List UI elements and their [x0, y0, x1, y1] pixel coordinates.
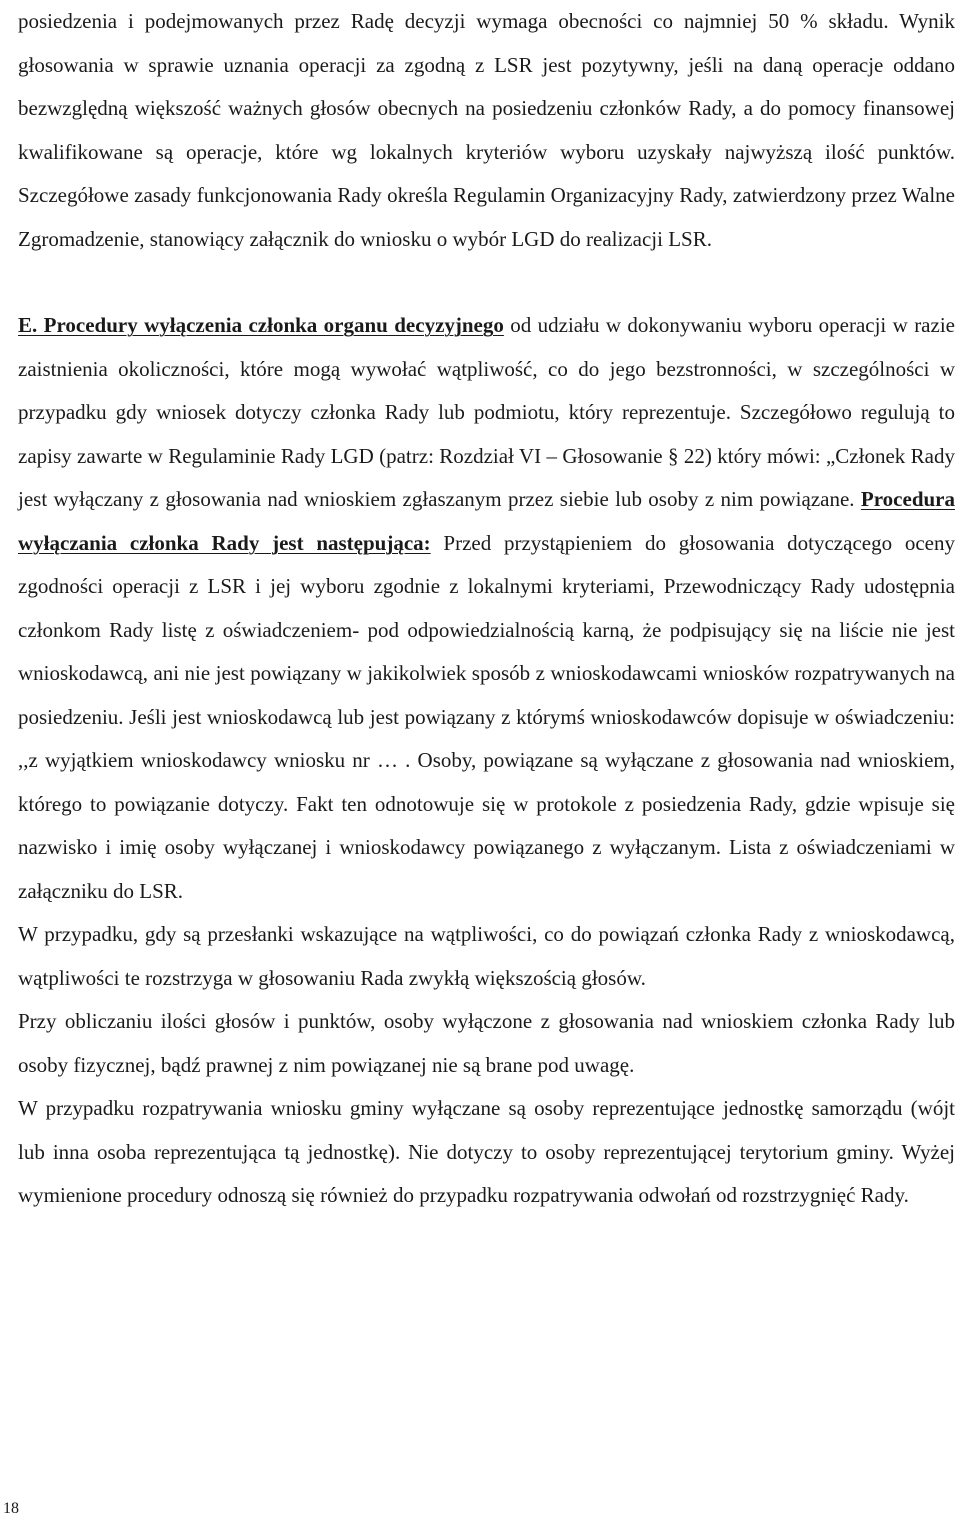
paragraph-doubts: W przypadku, gdy są przesłanki wskazujące na wątpliwości, co do powiązań członka Rady z wnioskodawcą, wątpliwości te rozstrzyga w głosowaniu Rada zwykłą większością głosów. [18, 922, 955, 990]
document-page [18, 0, 955, 1218]
section-e-heading: E. Procedury wyłączenia członka organu decyzyjnego [18, 313, 504, 337]
paragraph-vote-counting: Przy obliczaniu ilości głosów i punktów, osoby wyłączone z głosowania nad wnioskiem członka Rady lub osoby fizycznej, bądź prawnej z nim powiązanej nie są brane pod uwagę. [18, 1009, 955, 1077]
section-e-text-1: od udziału w dokonywaniu wyboru operacji w razie zaistnienia okoliczności, które mogą wywołać wątpliwość, co do jego bezstronności, w szczególności w przypadku gdy wniosek dotyczy członka Rady lub podmiotu, który reprezentuje. Szczegółowo regulują to zapisy zawarte w Regulaminie Rady LGD (patrz: Rozdział VI – Głosowanie § 22) który mówi: „Członek Rady jest wyłączany z głosowania nad wnioskiem zgłaszanym przez siebie lub osoby z nim powiązane. [18, 313, 955, 511]
procedure-heading: Procedura wyłączania członka Rady jest następująca: [18, 487, 955, 555]
paragraph-gap [18, 261, 955, 304]
paragraph-council-voting: posiedzenia i podejmowanych przez Radę decyzji wymaga obecności co najmniej 50 % składu. Wynik głosowania w sprawie uznania operacji za zgodną z LSR jest pozytywny, jeśli na daną operacje oddano bezwzględną większość ważnych głosów obecnych na posiedzeniu członków Rady, a do pomocy finansowej kwalifikowane są operacje, które wg lokalnych kryteriów wyboru uzyskały najwyższą ilość punktów. Szczegółowe zasady funkcjonowania Rady określa Regulamin Organizacyjny Rady, zatwierdzony przez Walne Zgromadzenie, stanowiący załącznik do wniosku o wybór LGD do realizacji LSR. [18, 9, 955, 251]
page-number: 18 [3, 1500, 19, 1517]
paragraph-municipality: W przypadku rozpatrywania wniosku gminy wyłączane są osoby reprezentujące jednostkę samorządu (wójt lub inna osoba reprezentująca tą jednostkę). Nie dotyczy to osoby reprezentującej terytorium gminy. Wyżej wymienione procedury odnoszą się również do przypadku rozpatrywania odwołań od rozstrzygnięć Rady. [18, 1096, 955, 1207]
section-e-paragraph [18, 304, 955, 913]
section-e-text-2: Przed przystąpieniem do głosowania dotyczącego oceny zgodności operacji z LSR i jej wyboru zgodnie z lokalnymi kryteriami, Przewodniczący Rady udostępnia członkom Rady listę z oświadczeniem- pod odpowiedzialnością karną, że podpisujący się na liście nie jest wnioskodawcą, ani nie jest powiązany w jakikolwiek sposób z wnioskodawcami wniosków rozpatrywanych na posiedzeniu. Jeśli jest wnioskodawcą lub jest powiązany z którymś wnioskodawców dopisuje w oświadczeniu: ,,z wyjątkiem wnioskodawcy wniosku nr … . Osoby, powiązane są wyłączane z głosowania nad wnioskiem, którego to powiązanie dotyczy. Fakt ten odnotowuje się w protokole z posiedzenia Rady, gdzie wpisuje się nazwisko i imię osoby wyłączanej i wnioskodawcy powiązanego z wyłączanym. Lista z oświadczeniami w załączniku do LSR. [18, 530, 955, 903]
